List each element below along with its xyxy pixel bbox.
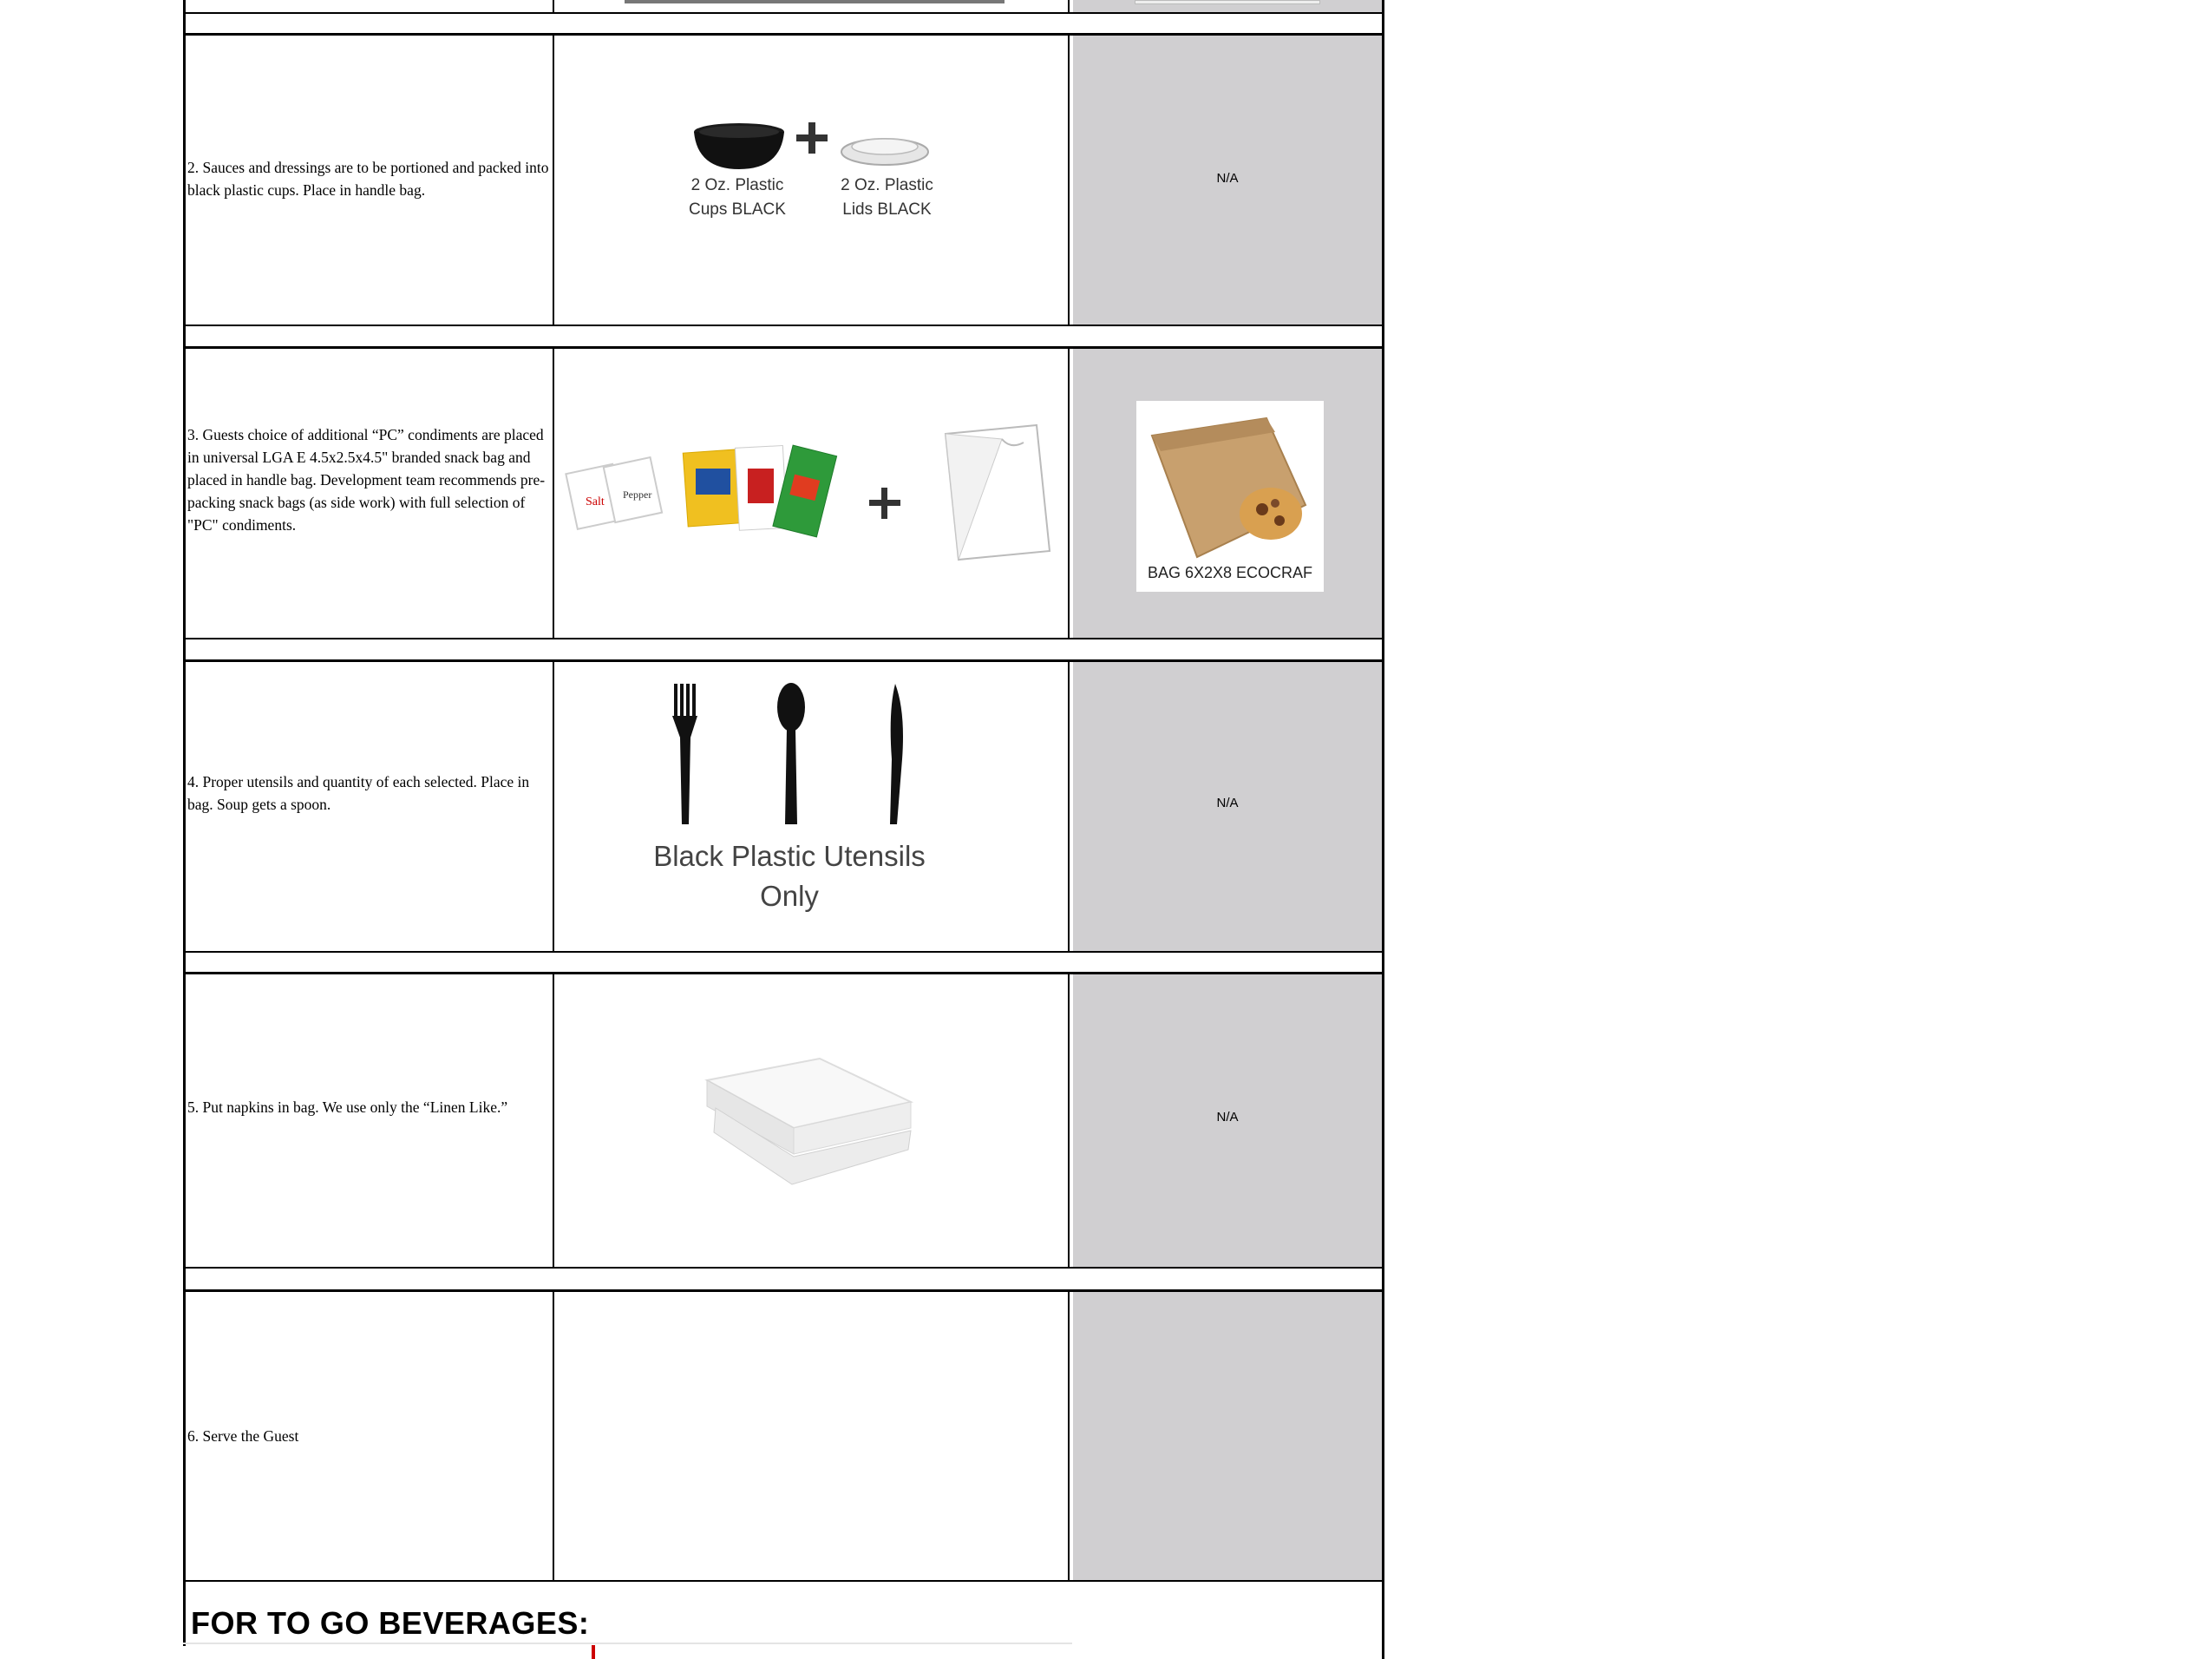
col-divider	[1068, 1290, 1070, 1582]
cup-and-lid-image	[659, 100, 1006, 230]
row-line	[183, 1580, 1384, 1582]
svg-text:Salt: Salt	[586, 495, 605, 508]
row-line	[183, 346, 1384, 349]
condiment-packets-icon	[564, 408, 1058, 573]
col-divider	[553, 1290, 554, 1582]
napkins-image	[690, 1046, 924, 1202]
packaging-na-2: N/A	[1216, 171, 1239, 186]
kraft-bag-image	[1136, 401, 1324, 592]
salt-pepper-packets	[566, 457, 662, 529]
packaging-cell-row6	[1073, 1292, 1382, 1580]
utensils-image	[607, 677, 972, 928]
black-cup-icon	[694, 123, 784, 169]
utensils-caption-1: Black Plastic Utensils	[653, 840, 926, 872]
col-divider	[553, 347, 554, 639]
cup-caption: 2 Oz. Plastic Cups BLACK	[689, 176, 786, 219]
row-line	[183, 325, 1384, 326]
grid-right-border	[1382, 0, 1384, 1659]
row-line	[183, 1267, 1384, 1269]
beverages-heading: FOR TO GO BEVERAGES:	[191, 1605, 590, 1641]
row-line	[183, 1289, 1384, 1292]
fork-icon	[672, 684, 697, 824]
plus-icon	[869, 488, 900, 519]
svg-text:Pepper: Pepper	[623, 489, 652, 501]
cropped-image-strip	[1135, 0, 1320, 4]
grid-left-border	[183, 0, 186, 1646]
row-line	[183, 951, 1384, 953]
utensil-icons	[607, 677, 972, 833]
row-line	[183, 659, 1384, 662]
row-line	[183, 12, 1384, 14]
kraft-bag-icon	[1136, 401, 1324, 566]
cup-lid-icons	[659, 100, 1006, 169]
clear-lid-icon	[841, 139, 928, 165]
condiments-image	[564, 408, 1058, 573]
row-line	[183, 33, 1384, 36]
step-text-2: 2. Sauces and dressings are to be portioned and packed into black plastic cups. Place in handle bag.	[187, 159, 549, 199]
col-divider	[553, 660, 554, 953]
spoon-icon	[777, 683, 805, 824]
col-divider	[553, 34, 554, 326]
packaging-na-4: N/A	[1216, 796, 1239, 810]
kraft-bag-caption: BAG 6X2X8 ECOCRAF	[1147, 564, 1313, 581]
utensils-caption-2: Only	[760, 880, 819, 912]
row-line	[183, 972, 1384, 974]
napkins-icon	[690, 1046, 924, 1202]
col-divider	[553, 973, 554, 1269]
step-text-6: 6. Serve the Guest	[187, 1427, 299, 1445]
row-line	[183, 638, 1384, 639]
cropped-next-section-mark	[592, 1645, 595, 1659]
plus-icon	[796, 122, 828, 154]
step-text-5: 5. Put napkins in bag. We use only the “Linen Like.”	[187, 1098, 508, 1116]
step-text-4: 4. Proper utensils and quantity of each selected. Place in bag. Soup gets a spoon.	[187, 773, 530, 813]
col-divider	[1068, 347, 1070, 639]
packaging-na-5: N/A	[1216, 1110, 1239, 1125]
sauce-packets	[683, 445, 836, 537]
white-snack-bag-icon	[946, 425, 1050, 560]
cropped-next-section	[183, 1643, 1072, 1644]
cropped-image-strip	[625, 0, 1005, 3]
lid-caption: 2 Oz. Plastic Lids BLACK	[841, 176, 933, 219]
knife-icon	[890, 684, 903, 824]
step-text-3: 3. Guests choice of additional “PC” condiments are placed in universal LGA E 4.5x2.5x4.5" branded snack bag and placed in handle bag. Development team recommends pre-packing snack bags (as side work) with full selection of "PC" condiments.	[187, 426, 546, 534]
